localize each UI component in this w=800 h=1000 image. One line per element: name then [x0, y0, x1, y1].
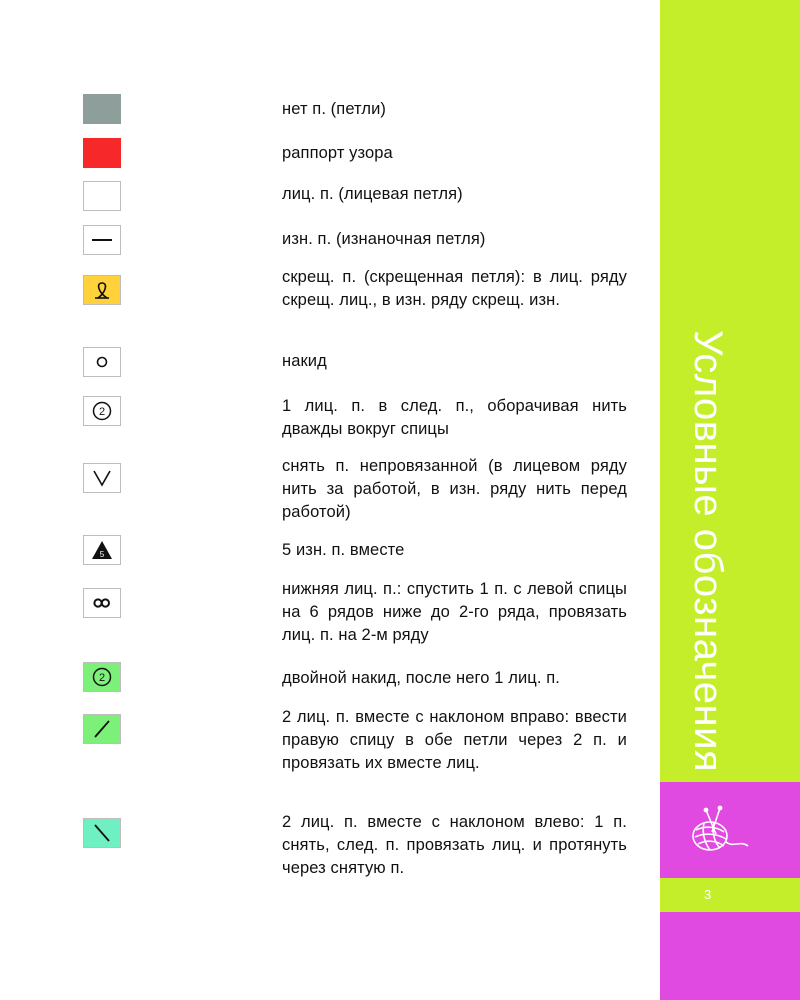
legend-text: нижняя лиц. п.: спустить 1 п. с левой спицы на 6 рядов ниже до 2-го ряда, провязать лиц. п. на 2-м ряду: [282, 580, 627, 644]
circled-two-icon: [91, 400, 113, 422]
legend-text: снять п. непровязанной (в лицевом ряду нить за работой, в изн. ряду нить перед работой): [282, 457, 627, 521]
crossed-loop-icon: [90, 279, 114, 301]
svg-text:5: 5: [99, 550, 105, 559]
sidebar-pink-bottom: [660, 912, 800, 1000]
yarn-ball-with-needles-icon: [676, 800, 756, 864]
purl-stitch-symbol: [83, 225, 121, 255]
k2tog-right-symbol: [83, 714, 121, 744]
legend-text: раппорт узора: [282, 144, 393, 162]
knit-stitch-symbol: [83, 181, 121, 211]
sidebar-green-band: [660, 0, 800, 782]
v-icon: [91, 468, 113, 488]
legend-text: скрещ. п. (скрещенная петля): в лиц. ряду скрещ. лиц., в изн. ряду скрещ. изн.: [282, 268, 627, 309]
infinity-icon: [91, 596, 113, 610]
wrapped-knit-symbol: [83, 396, 121, 426]
five-purl-together-symbol: [83, 535, 121, 565]
legend-text: 5 изн. п. вместе: [282, 541, 405, 559]
legend-text: изн. п. (изнаночная петля): [282, 230, 486, 248]
svg-text:2: 2: [98, 672, 106, 684]
arrow-five-icon: [90, 538, 114, 562]
crossed-stitch-symbol: [83, 275, 121, 305]
slash-right-icon: [90, 718, 114, 740]
page-number: 3: [704, 887, 712, 902]
sidebar-green-strip: [660, 878, 800, 912]
legend-text: двойной накид, после него 1 лиц. п.: [282, 669, 560, 687]
slip-stitch-symbol: [83, 463, 121, 493]
double-yarn-over-symbol: [83, 662, 121, 692]
slash-left-icon: [90, 822, 114, 844]
legend-text: 2 лиц. п. вместе с наклоном вправо: ввести правую спицу в обе петли через 2 п. и провязать их вместе лиц.: [282, 708, 627, 772]
section-title: Условные обозначения: [686, 330, 730, 773]
yarn-over-symbol: [83, 347, 121, 377]
circled-two-icon: [91, 666, 113, 688]
legend-text: нет п. (петли): [282, 100, 386, 118]
svg-text:2: 2: [98, 406, 106, 418]
legend-text: 1 лиц. п. в след. п., оборачивая нить дважды вокруг спицы: [282, 397, 627, 438]
knit-below-symbol: [83, 588, 121, 618]
k2tog-left-symbol: [83, 818, 121, 848]
legend-text: 2 лиц. п. вместе с наклоном влево: 1 п. снять, след. п. провязать лиц. и протянуть через снятую п.: [282, 813, 627, 877]
legend-text: лиц. п. (лицевая петля): [282, 185, 463, 203]
circle-icon: [95, 355, 109, 369]
pattern-repeat-symbol: [83, 138, 121, 168]
no-stitch-symbol: [83, 94, 121, 124]
dash-icon: [90, 237, 114, 243]
legend-text: накид: [282, 352, 327, 370]
